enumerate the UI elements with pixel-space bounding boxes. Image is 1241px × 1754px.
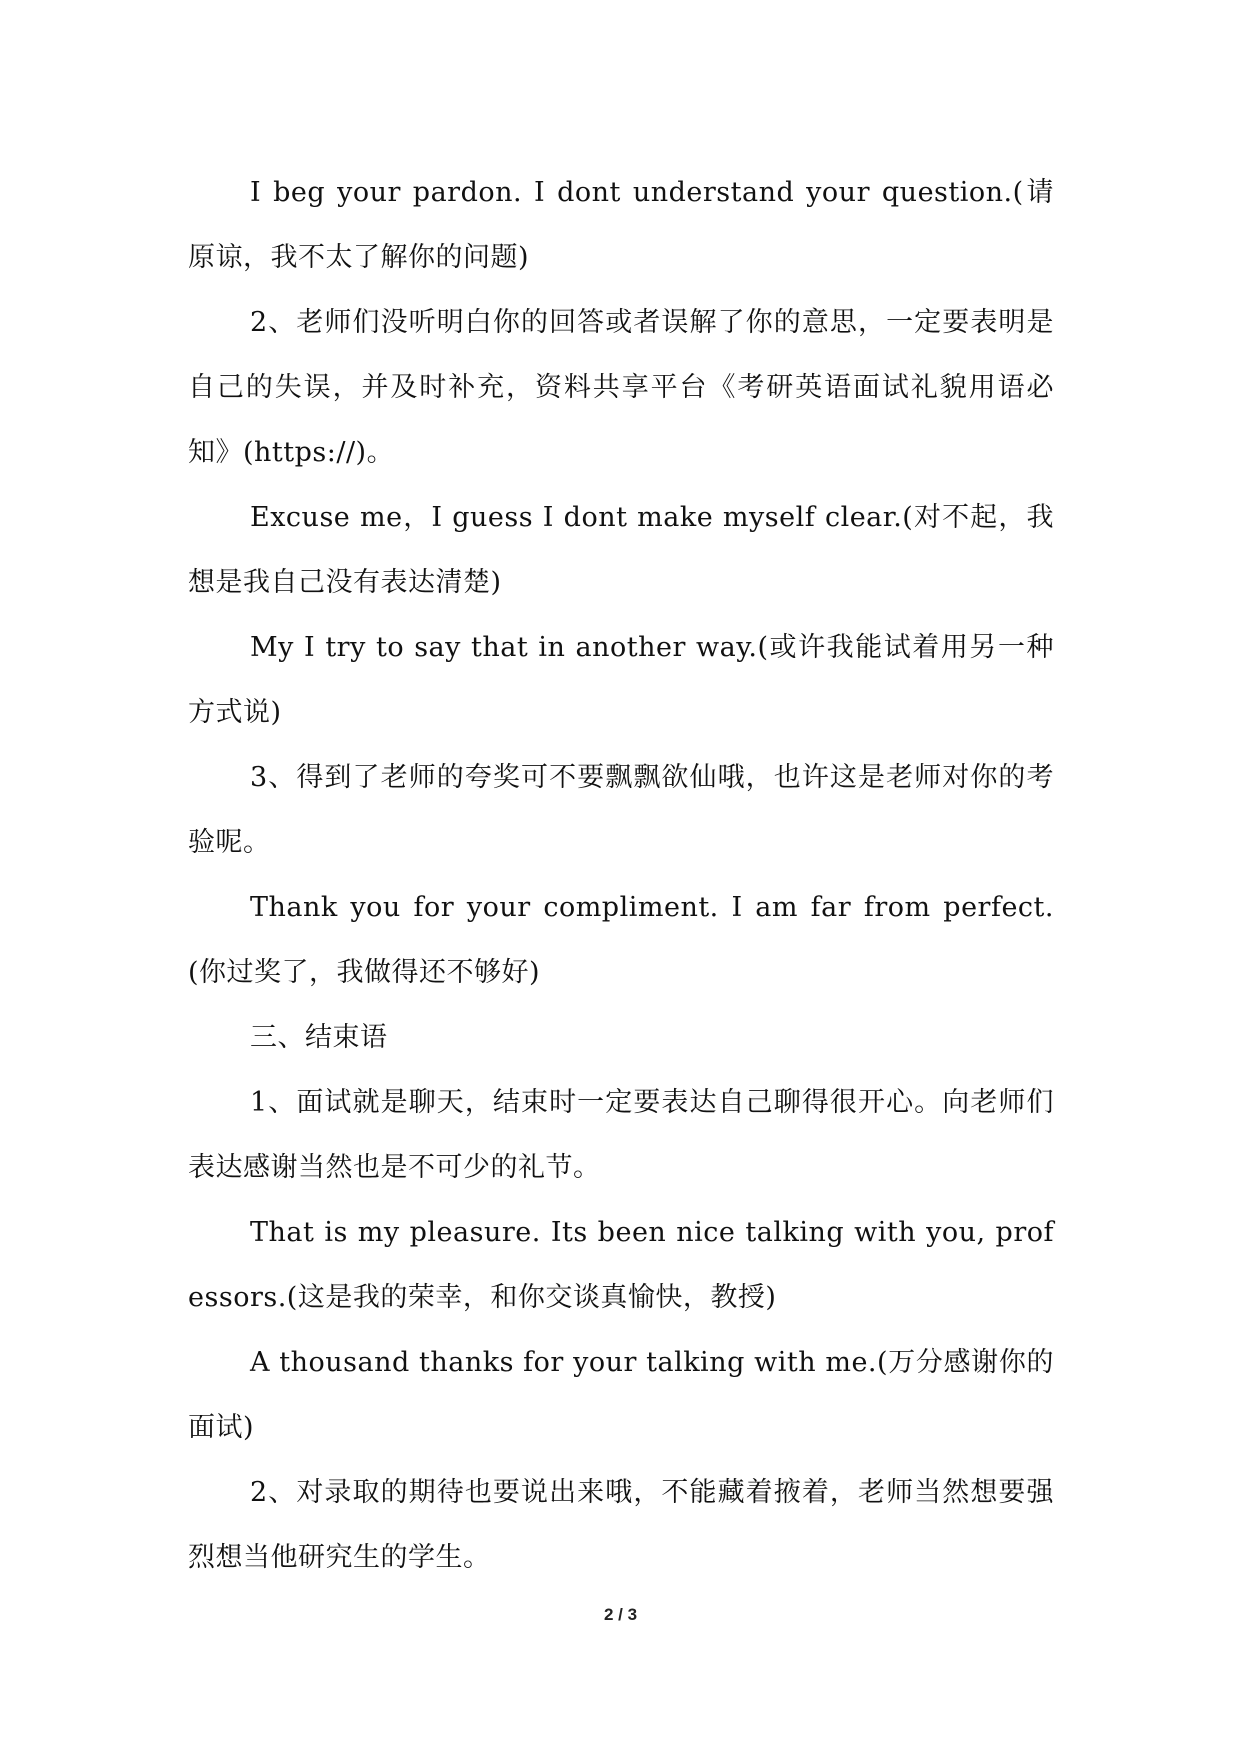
- paragraph-closing-tip-2: 2、对录取的期待也要说出来哦，不能藏着掖着，老师当然想要强烈想当他研究生的学生。: [188, 1477, 1054, 1573]
- section-heading-closing: 三、结束语: [250, 1022, 388, 1053]
- document-body: [188, 160, 1054, 1590]
- paragraph-tip-2: 2、老师们没听明白你的回答或者误解了你的意思，一定要表明是自己的失误，并及时补充，资料共享平台《考研英语面试礼貌用语必知》(https://)。: [188, 307, 1054, 468]
- paragraph-closing-tip-1: 1、面试就是聊天，结束时一定要表达自己聊得很开心。向老师们表达感谢当然也是不可少的礼节。: [188, 1087, 1054, 1183]
- paragraph-thousand-thanks: A thousand thanks for your talking with me.(万分感谢你的面试): [188, 1347, 1054, 1443]
- paragraph-pleasure: That is my pleasure. Its been nice talking with you, professors.(这是我的荣幸，和你交谈真愉快，教授): [188, 1217, 1054, 1313]
- paragraph-another-way: My I try to say that in another way.(或许我能试着用另一种方式说): [188, 632, 1054, 728]
- paragraph-excuse-me: Excuse me，I guess I dont make myself clear.(对不起，我想是我自己没有表达清楚): [188, 502, 1054, 598]
- paragraph-compliment: Thank you for your compliment. I am far from perfect.(你过奖了，我做得还不够好): [188, 892, 1054, 988]
- paragraph-pardon: I beg your pardon. I dont understand your question.(请原谅，我不太了解你的问题): [188, 177, 1054, 273]
- page-number: 2 / 3: [603, 1605, 638, 1624]
- paragraph-tip-3: 3、得到了老师的夸奖可不要飘飘欲仙哦，也许这是老师对你的考验呢。: [188, 762, 1054, 858]
